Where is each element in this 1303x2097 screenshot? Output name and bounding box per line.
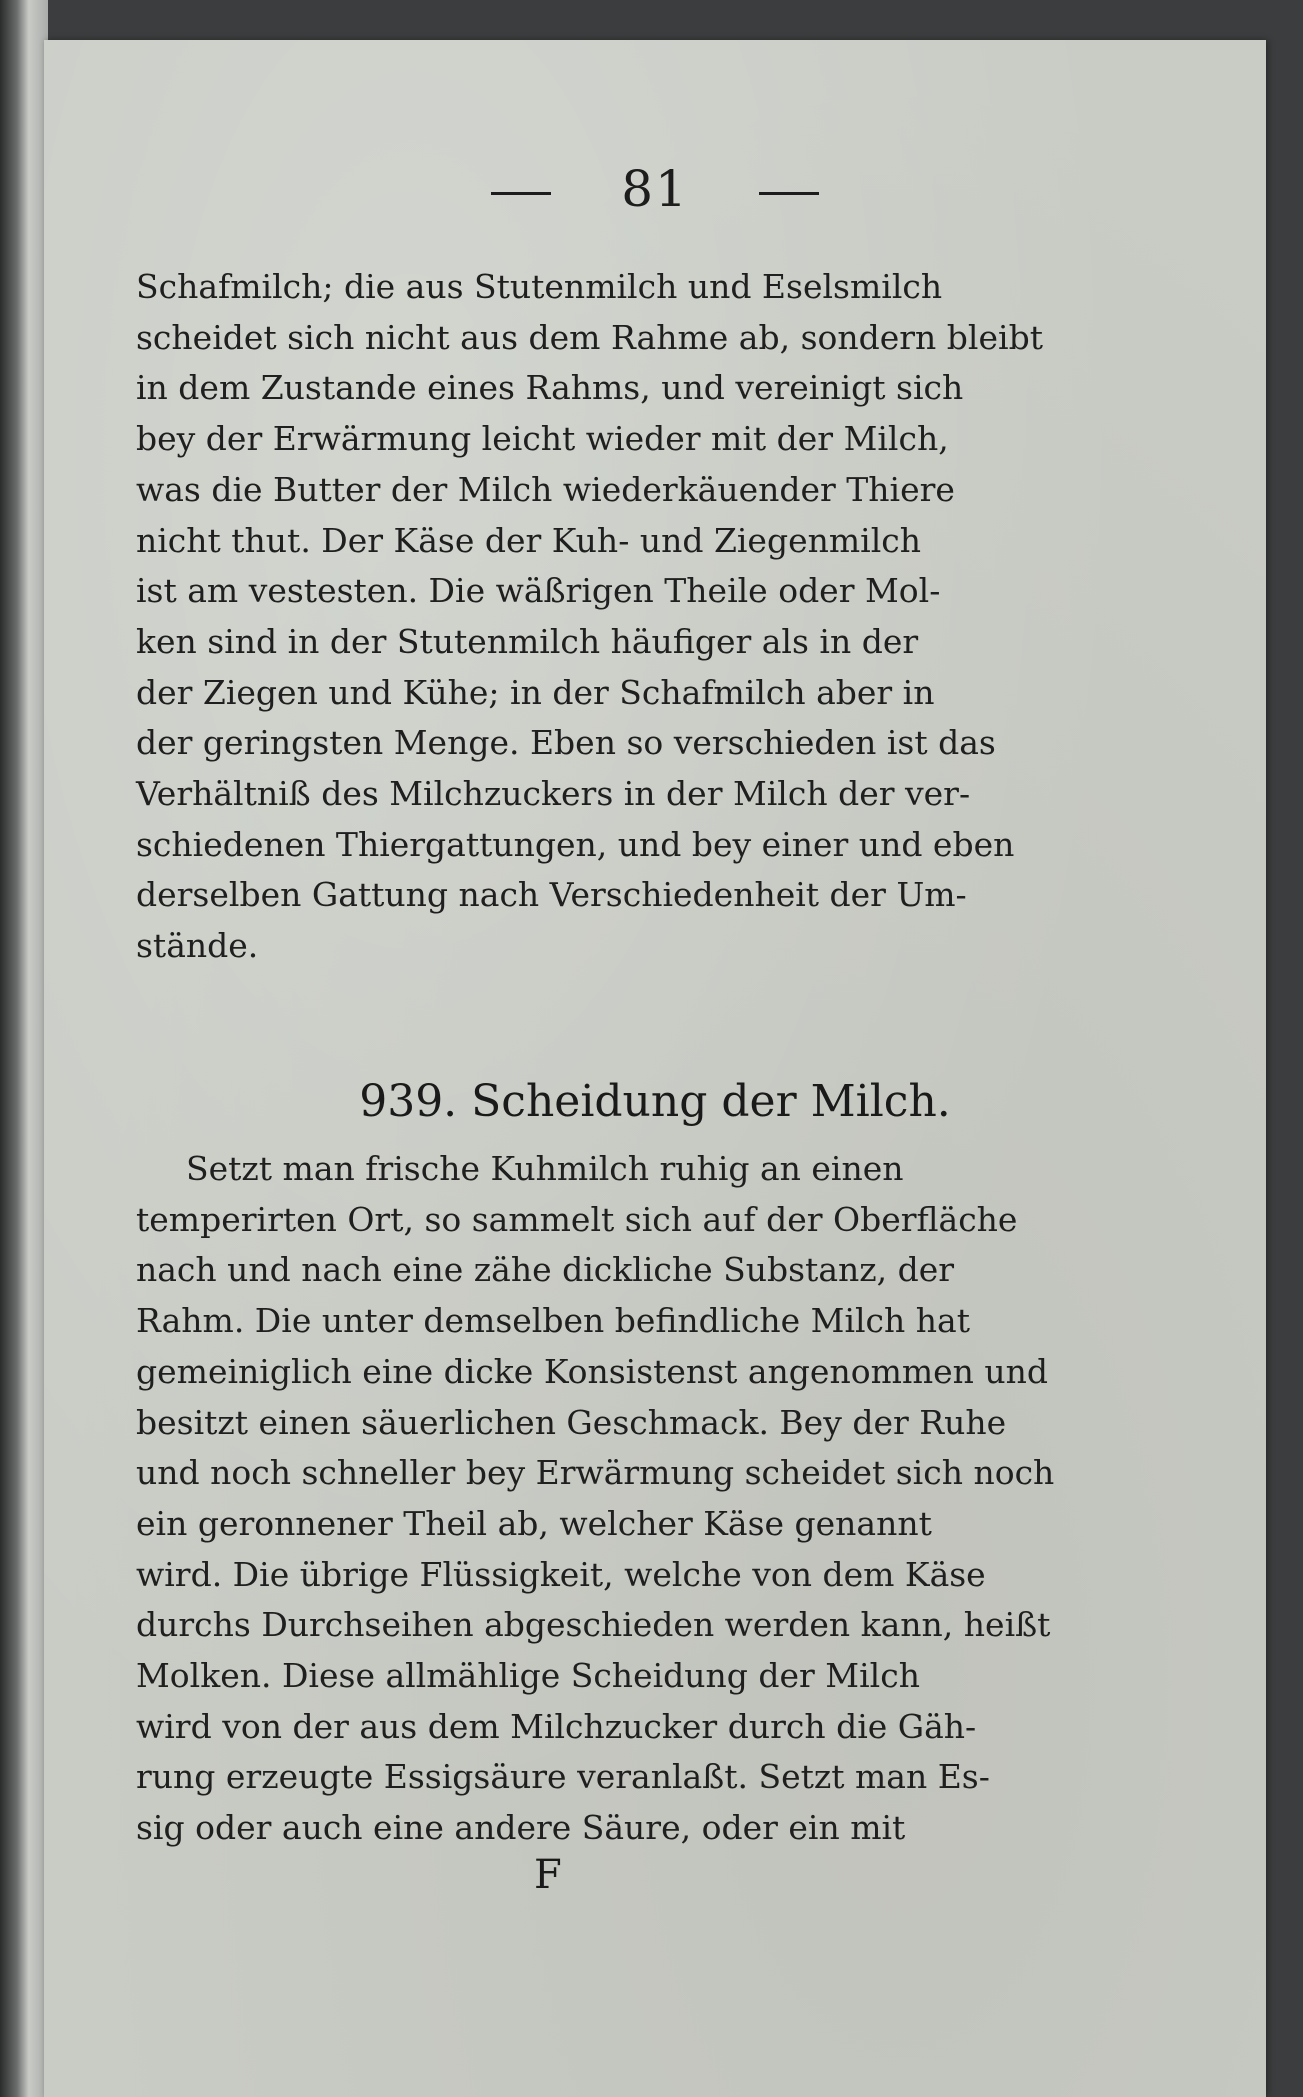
text-line: Rahm. Die unter demselben befindliche Milch hat [136, 1301, 970, 1341]
section-heading: 939. Scheidung der Milch. [359, 1076, 951, 1127]
text-line: wird. Die übrige Flüssigkeit, welche von dem Käse [136, 1554, 986, 1594]
text-line: Molken. Diese allmählige Scheidung der Milch [136, 1656, 920, 1696]
signature-mark: F [534, 1852, 562, 1898]
text-line: der geringsten Menge. Eben so verschieden ist das [136, 723, 996, 763]
page-header [44, 160, 1266, 218]
book-page [44, 40, 1266, 2097]
page-number: 81 [621, 160, 689, 218]
text-line: derselben Gattung nach Verschiedenheit der Um- [136, 875, 967, 915]
header-dash-right [759, 192, 819, 195]
text-line: nach und nach eine zähe dickliche Substanz, der [136, 1250, 955, 1290]
paragraph-1 [136, 262, 1043, 972]
text-line: scheidet sich nicht aus dem Rahme ab, sondern bleibt [136, 317, 1043, 357]
text-line: und noch schneller bey Erwärmung scheidet sich noch [136, 1453, 1055, 1493]
text-line: Schafmilch; die aus Stutenmilch und Eselsmilch [136, 267, 943, 306]
header-dash-left [491, 192, 551, 195]
text-line: was die Butter der Milch wiederkäuender Thiere [136, 469, 955, 509]
text-line: durchs Durchseihen abgeschieden werden kann, heißt [136, 1605, 1051, 1645]
text-line: temperirten Ort, so sammelt sich auf der Oberfläche [136, 1199, 1018, 1239]
text-line: nicht thut. Der Käse der Kuh- und Ziegenmilch [136, 520, 922, 560]
text-line: rung erzeugte Essigsäure veranlaßt. Setzt man Es- [136, 1757, 990, 1797]
text-line: Setzt man frische Kuhmilch ruhig an einen [186, 1149, 904, 1188]
text-line: besitzt einen säuerlichen Geschmack. Bey der Ruhe [136, 1402, 1007, 1442]
text-line: sig oder auch eine andere Säure, oder ein mit [136, 1808, 906, 1848]
text-line: bey der Erwärmung leicht wieder mit der Milch, [136, 419, 949, 459]
text-line: stände. [136, 926, 259, 966]
text-line: der Ziegen und Kühe; in der Schafmilch aber in [136, 672, 935, 712]
text-line: in dem Zustande eines Rahms, und vereinigt sich [136, 368, 964, 408]
book-spine-edge [0, 0, 48, 2097]
text-line: ist am vestesten. Die wäßrigen Theile oder Mol- [136, 571, 941, 611]
text-line: ken sind in der Stutenmilch häufiger als in der [136, 621, 919, 661]
text-line: ein geronnener Theil ab, welcher Käse genannt [136, 1503, 932, 1543]
text-line: Verhältniß des Milchzuckers in der Milch der ver- [136, 774, 971, 814]
text-line: wird von der aus dem Milchzucker durch die Gäh- [136, 1706, 977, 1746]
text-line: gemeiniglich eine dicke Konsistenst angenommen und [136, 1351, 1049, 1391]
text-line: schiedenen Thiergattungen, und bey einer und eben [136, 824, 1015, 864]
paragraph-2 [136, 1144, 1055, 1854]
